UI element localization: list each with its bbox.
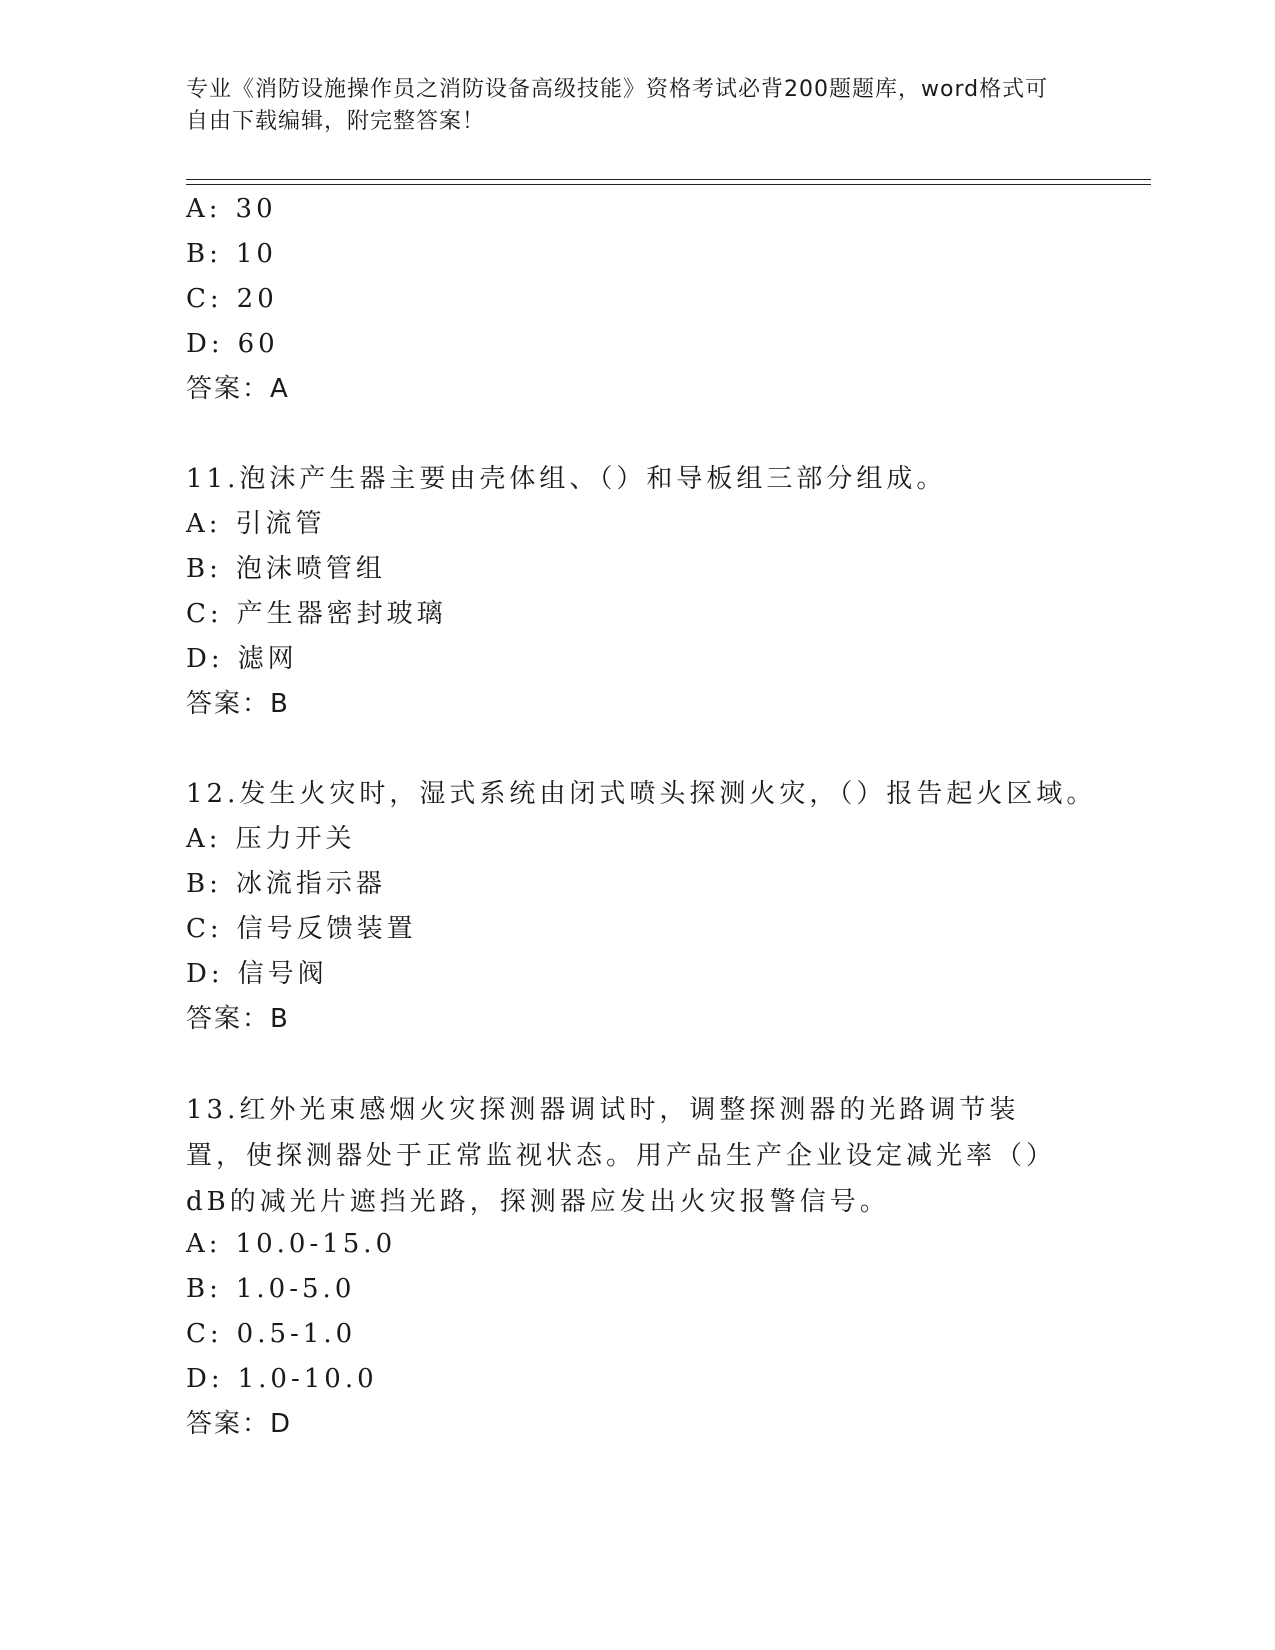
option-label: D: bbox=[186, 1364, 224, 1394]
option-label: D: bbox=[186, 329, 224, 359]
option-label: A: bbox=[186, 824, 222, 854]
option-label: C: bbox=[186, 1319, 223, 1349]
header-divider-bottom bbox=[186, 184, 1151, 185]
q13-stem: 13.红外光束感烟火灾探测器调试时，调整探测器的光路调节装置，使探测器处于正常监视状态。用产品生产企业设定减光率（）dB的减光片遮挡光路，探测器应发出火灾报警信号。 bbox=[186, 1095, 1057, 1217]
option-text: 20 bbox=[236, 284, 278, 314]
q11-option-c bbox=[186, 599, 447, 629]
option-text: 10.0-15.0 bbox=[235, 1229, 397, 1259]
option-label: A: bbox=[186, 509, 222, 539]
q10-option-b bbox=[186, 239, 277, 269]
document-header: 专业《消防设施操作员之消防设备高级技能》资格考试必背200题题库，word格式可自由下载编辑，附完整答案！ bbox=[186, 77, 1049, 134]
q12-option-d bbox=[186, 959, 328, 989]
option-label: B: bbox=[186, 1274, 222, 1304]
q11-answer: 答案：B bbox=[186, 689, 290, 719]
q11-stem: 11.泡沫产生器主要由壳体组、（）和导板组三部分组成。 bbox=[186, 464, 947, 494]
option-text: 1.0-5.0 bbox=[235, 1274, 356, 1304]
option-label: B: bbox=[186, 239, 222, 269]
q12-answer: 答案：B bbox=[186, 1004, 290, 1034]
q13-option-d bbox=[186, 1364, 378, 1394]
option-label: C: bbox=[186, 284, 223, 314]
option-text: 30 bbox=[235, 194, 277, 224]
q10-option-a bbox=[186, 194, 277, 224]
q11-option-a bbox=[186, 509, 326, 539]
option-label: C: bbox=[186, 599, 223, 629]
q13-answer: 答案：D bbox=[186, 1409, 293, 1439]
q13-option-b bbox=[186, 1274, 355, 1304]
option-label: B: bbox=[186, 554, 222, 584]
option-text: 0.5-1.0 bbox=[236, 1319, 357, 1349]
q12-stem: 12.发生火灾时，湿式系统由闭式喷头探测火灾，（）报告起火区域。 bbox=[186, 779, 1097, 809]
header-divider-top bbox=[186, 179, 1151, 180]
q12-option-a bbox=[186, 824, 356, 854]
q12-option-c bbox=[186, 914, 417, 944]
option-label: C: bbox=[186, 914, 223, 944]
q10-answer: 答案：A bbox=[186, 374, 290, 404]
q11-option-d bbox=[186, 644, 298, 674]
q10-option-c bbox=[186, 284, 278, 314]
option-label: B: bbox=[186, 869, 222, 899]
option-text: 压力开关 bbox=[235, 824, 356, 854]
option-text: 信号反馈装置 bbox=[236, 914, 417, 944]
option-label: D: bbox=[186, 644, 224, 674]
q12-option-b bbox=[186, 869, 386, 899]
option-text: 引流管 bbox=[235, 509, 326, 539]
option-label: D: bbox=[186, 959, 224, 989]
option-text: 滤网 bbox=[237, 644, 298, 674]
q11-option-b bbox=[186, 554, 386, 584]
q13-option-a bbox=[186, 1229, 396, 1259]
option-text: 泡沫喷管组 bbox=[235, 554, 386, 584]
option-text: 产生器密封玻璃 bbox=[236, 599, 447, 629]
option-text: 冰流指示器 bbox=[235, 869, 386, 899]
option-text: 10 bbox=[235, 239, 277, 269]
option-text: 1.0-10.0 bbox=[237, 1364, 378, 1394]
option-label: A: bbox=[186, 194, 222, 224]
q13-option-c bbox=[186, 1319, 356, 1349]
q10-option-d bbox=[186, 329, 279, 359]
option-text: 60 bbox=[237, 329, 279, 359]
option-label: A: bbox=[186, 1229, 222, 1259]
option-text: 信号阀 bbox=[237, 959, 328, 989]
